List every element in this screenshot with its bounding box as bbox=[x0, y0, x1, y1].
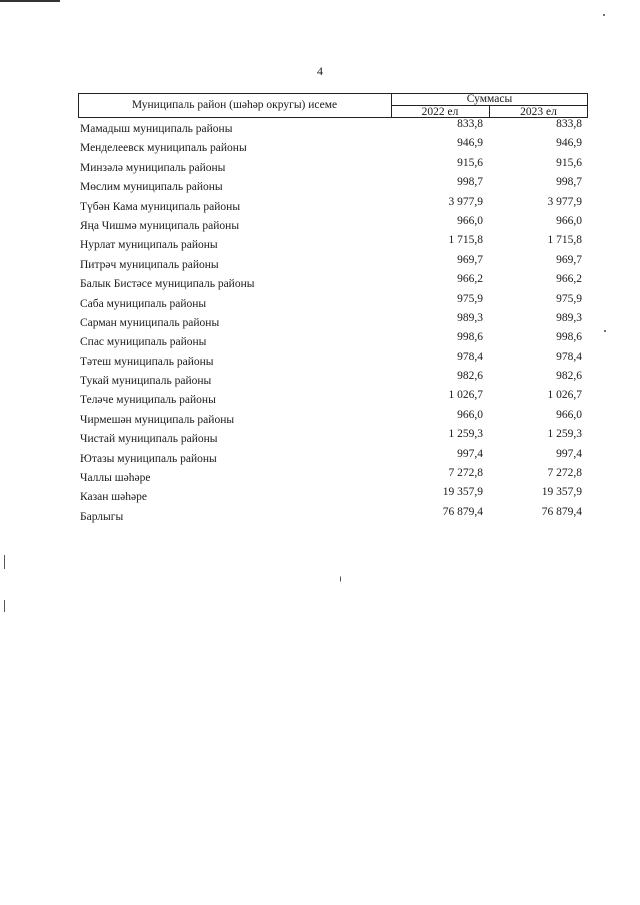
value-2022: 998,6 bbox=[457, 331, 483, 344]
scan-top-rule bbox=[0, 0, 60, 2]
table-row bbox=[78, 447, 588, 469]
value-2023: 975,9 bbox=[556, 292, 582, 305]
table-row bbox=[78, 350, 588, 372]
value-2022: 7 272,8 bbox=[448, 467, 483, 480]
value-2023: 3 977,9 bbox=[547, 195, 582, 208]
value-2023: 978,4 bbox=[556, 350, 582, 363]
value-2022: 975,9 bbox=[457, 292, 483, 305]
value-2022: 966,0 bbox=[457, 214, 483, 227]
row-name: Чистай муниципаль районы bbox=[80, 433, 218, 446]
column-group-header-sum: Суммасы bbox=[466, 93, 513, 105]
value-2022: 1 259,3 bbox=[448, 428, 483, 441]
table-body bbox=[78, 120, 588, 527]
row-name: Минзәлә муниципаль районы bbox=[80, 161, 226, 174]
value-2022: 982,6 bbox=[457, 370, 483, 383]
value-2022: 989,3 bbox=[457, 311, 483, 324]
value-2022: 19 357,9 bbox=[442, 486, 483, 499]
value-2022: 978,4 bbox=[457, 350, 483, 363]
value-2022: 1 026,7 bbox=[448, 389, 483, 402]
value-2023: 1 259,3 bbox=[547, 428, 582, 441]
value-2023: 1 026,7 bbox=[547, 389, 582, 402]
row-name: Сарман муниципаль районы bbox=[80, 316, 220, 329]
scan-speck bbox=[603, 14, 605, 16]
row-name: Казан шәһәре bbox=[80, 491, 147, 504]
value-2023: 915,6 bbox=[556, 156, 582, 169]
row-name: Тукай муниципаль районы bbox=[80, 375, 212, 388]
column-header-2022: 2022 ел bbox=[421, 106, 459, 118]
table-row bbox=[78, 311, 588, 333]
column-header-2023: 2023 ел bbox=[520, 106, 557, 118]
table-row bbox=[78, 156, 588, 178]
value-2023: 1 715,8 bbox=[547, 234, 582, 247]
value-2023: 966,2 bbox=[556, 273, 582, 286]
table-row bbox=[78, 178, 588, 197]
row-name: Тәтеш муниципаль районы bbox=[80, 355, 214, 368]
row-name: Саба муниципаль районы bbox=[80, 297, 207, 310]
table-header bbox=[78, 93, 588, 118]
row-name: Яңа Чишмә муниципаль районы bbox=[80, 219, 240, 232]
column-header-name: Муниципаль район (шәһәр округы) исеме bbox=[131, 99, 338, 111]
value-2022: 997,4 bbox=[457, 447, 483, 460]
value-2023: 946,9 bbox=[556, 137, 582, 150]
value-2022: 969,7 bbox=[457, 253, 483, 266]
value-2022: 966,2 bbox=[457, 273, 483, 286]
scan-left-mark bbox=[4, 555, 5, 569]
table-row bbox=[78, 469, 588, 488]
value-2022: 946,9 bbox=[457, 137, 483, 150]
value-2023: 833,8 bbox=[556, 118, 582, 130]
row-name: Чирмешән муниципаль районы bbox=[80, 413, 235, 426]
value-2022: 76 879,4 bbox=[442, 505, 483, 518]
table-row bbox=[78, 430, 588, 449]
table-row bbox=[78, 333, 588, 352]
table-row bbox=[78, 120, 588, 139]
table-row bbox=[78, 139, 588, 158]
table-row bbox=[78, 292, 588, 314]
row-name: Чаллы шәһәре bbox=[80, 472, 151, 485]
row-name: Теләче муниципаль районы bbox=[80, 394, 216, 407]
table-row bbox=[78, 391, 588, 410]
table-row bbox=[78, 488, 588, 507]
value-2022: 915,6 bbox=[457, 156, 483, 169]
table-row bbox=[78, 275, 588, 294]
value-2023: 997,4 bbox=[556, 447, 582, 460]
table-row bbox=[78, 505, 588, 527]
page-number: 4 bbox=[317, 64, 323, 78]
scan-speck bbox=[340, 576, 341, 582]
row-name: Спас муниципаль районы bbox=[80, 336, 207, 349]
table-row bbox=[78, 408, 588, 430]
table-row bbox=[78, 236, 588, 255]
value-2023: 989,3 bbox=[556, 311, 582, 324]
value-2023: 966,0 bbox=[556, 214, 582, 227]
value-2023: 998,7 bbox=[556, 176, 582, 189]
value-2022: 3 977,9 bbox=[448, 195, 483, 208]
value-2023: 969,7 bbox=[556, 253, 582, 266]
value-2023: 998,6 bbox=[556, 331, 582, 344]
scan-left-mark bbox=[4, 600, 5, 612]
value-2023: 76 879,4 bbox=[541, 505, 582, 518]
scan-speck bbox=[604, 330, 606, 332]
value-2022: 833,8 bbox=[457, 118, 483, 130]
table-row bbox=[78, 372, 588, 391]
row-name: Балык Бистәсе муниципаль районы bbox=[80, 278, 255, 291]
value-2023: 7 272,8 bbox=[547, 467, 582, 480]
value-2023: 19 357,9 bbox=[541, 486, 582, 499]
value-2022: 998,7 bbox=[457, 176, 483, 189]
row-name: Мөслим муниципаль районы bbox=[80, 181, 223, 194]
row-name: Менделеевск муниципаль районы bbox=[80, 142, 247, 155]
value-2023: 982,6 bbox=[556, 370, 582, 383]
table-row bbox=[78, 195, 588, 217]
table-row bbox=[78, 253, 588, 275]
value-2022: 1 715,8 bbox=[448, 234, 483, 247]
row-name: Түбән Кама муниципаль районы bbox=[80, 200, 241, 213]
row-name: Барлыгы bbox=[80, 510, 124, 523]
value-2022: 966,0 bbox=[457, 408, 483, 421]
table-row bbox=[78, 214, 588, 236]
row-name: Мамадыш муниципаль районы bbox=[80, 123, 233, 135]
row-name: Нурлат муниципаль районы bbox=[80, 239, 218, 252]
value-2023: 966,0 bbox=[556, 408, 582, 421]
row-name: Питрәч муниципаль районы bbox=[80, 258, 219, 271]
row-name: Ютазы муниципаль районы bbox=[80, 452, 217, 465]
